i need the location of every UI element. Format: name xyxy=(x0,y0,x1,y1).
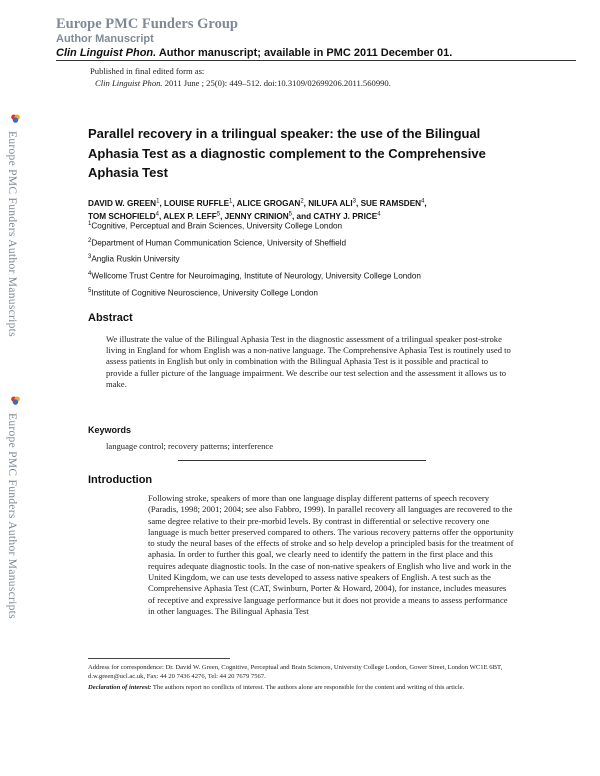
sidebar-watermark-bottom xyxy=(6,392,26,619)
sidebar-text: Europe PMC Funders Author Manuscripts xyxy=(6,131,18,337)
keywords-heading: Keywords xyxy=(88,425,132,435)
author-list xyxy=(88,196,538,222)
author: JENNY CRINION$^5$, and xyxy=(224,211,314,221)
journal-abbrev: Clin Linguist Phon. xyxy=(56,47,157,59)
abstract-text: We illustrate the value of the Bilingual Aphasia Test in the diagnostic assessment of a trilingual speaker post-stroke living in England for whom English was a non-native language. The Comprehensive Aphasia Test is routinely used to assess patients in English but only in combination with the Bilingual Aphasia Test is it possible and practical to provide a fuller picture of the language impairment. We describe our test selection and the assessment it allows us to make. xyxy=(106,334,511,389)
author: DAVID W. GREEN$^1$, xyxy=(88,198,164,208)
author: ALICE GROGAN$^2$, xyxy=(236,198,309,208)
header-divider xyxy=(56,60,576,61)
europe-pmc-logo-icon xyxy=(11,396,20,405)
introduction-text: Following stroke, speakers of more than one language display different patterns of speech recovery (Paradis, 1998; 2001; 2004; see also Fabbro, 1999). In parallel recovery all languages are recovered to the same degree relative to their pre-morbid levels. By contrast in differential or selective recovery one language is much better preserved compared to others. The various recovery patterns offer the opportunity to study the neural bases of the effects of stroke and so help develop a principled basis for the treatment of aphasia. In order to further this goal, we clearly need to identify the pattern in the first place and this requires adequate diagnostic tools. In the case of non-native speakers of English who live and work in the United Kingdom, we can use tests developed to assess native speakers of English. A test such as the Comprehensive Aphasia Test (CAT, Swinburn, Porter & Howard, 2004), for instance, includes measures of receptive and expressive language performance but it does not provide a means to assess performance in other languages. The Bilingual Aphasia Test xyxy=(148,493,514,616)
introduction-heading: Introduction xyxy=(88,474,153,486)
keywords-divider xyxy=(178,460,426,461)
affiliation-5: $^5$Institute of Cognitive Neuroscience, University College London xyxy=(88,288,318,298)
publication-note xyxy=(90,66,391,89)
keywords-text: language control; recovery patterns; interference xyxy=(106,441,274,451)
europe-pmc-logo-icon xyxy=(11,114,20,123)
affiliation-4: $^4$Wellcome Trust Centre for Neuroimaging, Institute of Neurology, University College London xyxy=(88,271,421,281)
affiliation-3: $^3$Anglia Ruskin University xyxy=(88,254,180,264)
journal-availability xyxy=(56,46,576,60)
correspondence-note: Address for correspondence: Dr. David W. Green, Cognitive, Perceptual and Brain Sciences, University College London, Gower Street, London WC1E 6BT, d.w.green@ucl.ac.uk, Fax: 44 20 7436 4276, Tel: 44 20 7679 7567. xyxy=(88,664,503,681)
author: ALEX P. LEFF$^5$, xyxy=(163,211,225,221)
declaration-note xyxy=(88,683,518,692)
author: NILUFA ALI$^3$, xyxy=(308,198,361,208)
article-title: Parallel recovery in a trilingual speaker: the use of the Bilingual Aphasia Test as a diagnostic complement to the Comprehensive Aphasia Test xyxy=(88,126,486,180)
author: SUE RAMSDEN$^4$, xyxy=(360,198,427,208)
sidebar-text: Europe PMC Funders Author Manuscripts xyxy=(6,413,18,619)
declaration-text: The authors report no conflicts of interest. The authors alone are responsible for the content and writing of this article. xyxy=(151,684,465,692)
footnotes xyxy=(88,663,518,695)
declaration-label: Declaration of interest: xyxy=(88,684,152,692)
affiliation-1: $^1$Cognitive, Perceptual and Brain Sciences, University College London xyxy=(88,221,343,231)
abstract-heading: Abstract xyxy=(88,312,133,324)
author: TOM SCHOFIELD$^4$, xyxy=(88,211,164,221)
author: LOUISE RUFFLE$^1$, xyxy=(164,198,237,208)
availability-text: Author manuscript; available in PMC 2011 December 01. xyxy=(156,47,453,59)
sidebar-watermark-top xyxy=(6,110,26,337)
funder-header xyxy=(56,16,576,60)
funder-group-name: Europe PMC Funders Group xyxy=(56,16,238,32)
citation-details: 2011 June ; 25(0): 449–512. doi:10.3109/02699206.2011.560990. xyxy=(162,77,391,88)
published-in-label: Published in final edited form as: xyxy=(90,66,205,76)
footnote-divider xyxy=(88,658,230,659)
author-manuscript-label: Author Manuscript xyxy=(56,33,154,45)
citation xyxy=(90,78,391,90)
affiliation-2: $^2$Department of Human Communication Science, University of Sheffield xyxy=(88,238,347,248)
author: CATHY J. PRICE$^4$ xyxy=(313,211,381,221)
citation-journal: Clin Linguist Phon. xyxy=(95,77,163,88)
